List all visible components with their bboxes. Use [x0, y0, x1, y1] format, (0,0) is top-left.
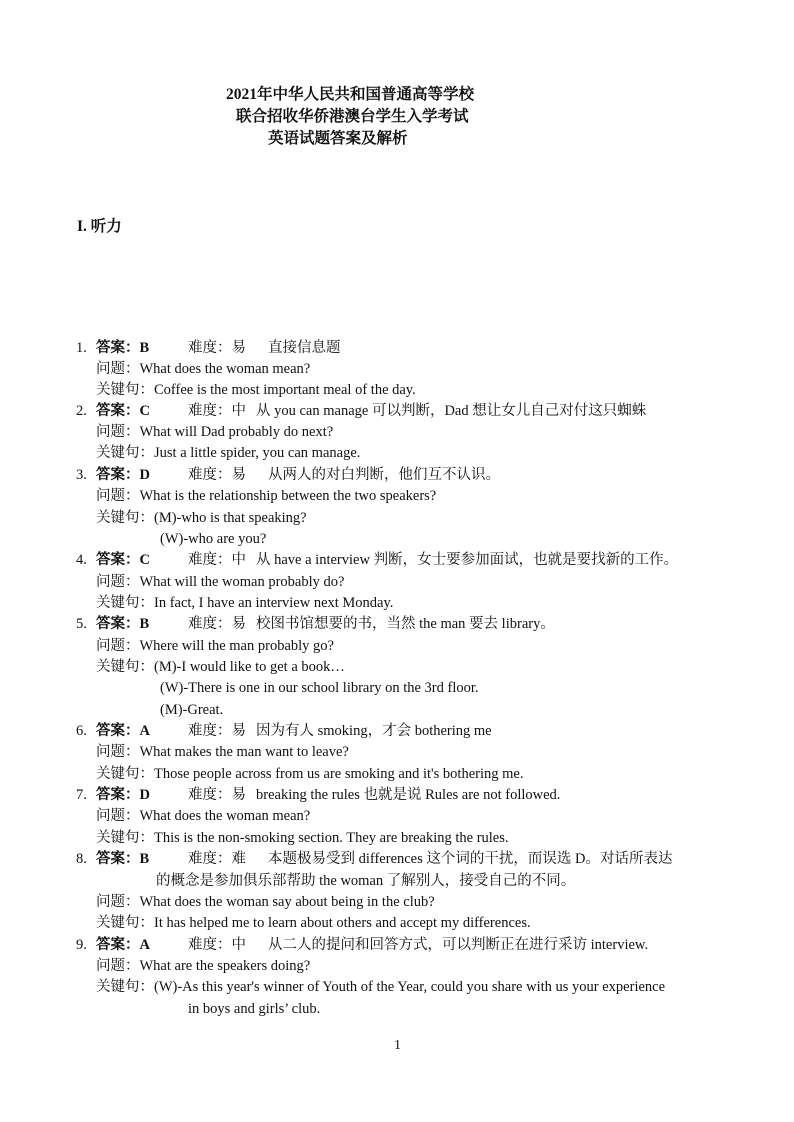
answer-letter: D [139, 467, 150, 483]
question-line-q7: 问题：What does the woman mean? [96, 808, 311, 824]
difficulty: 难度：易 [188, 340, 246, 356]
question-number: 4. [76, 552, 87, 568]
key-sentence-q7: 关键句：This is the non-smoking section. They are breaking the rules. [96, 830, 509, 846]
question-number: 3. [76, 467, 87, 483]
analysis-note: 校图书馆想要的书，当然 the man 要去 library。 [256, 616, 555, 632]
question-number: 2. [76, 403, 87, 419]
analysis-note: 本题极易受到 differences 这个词的干扰，而误选 D。对话所表达 [268, 851, 673, 867]
question-number: 7. [76, 787, 87, 803]
answer-letter: C [139, 552, 150, 568]
answer-label: 答案： [96, 340, 140, 356]
key-sentence-q5-cont-1: (W)-There is one in our school library on the 3rd floor. [160, 680, 479, 696]
key-sentence-q4: 关键句：In fact, I have an interview next Monday. [96, 595, 394, 611]
answer-label: 答案： [96, 787, 140, 803]
section-heading-listening: I. 听力 [77, 218, 122, 235]
answer-letter: B [139, 340, 150, 356]
question-line-q8: 问题：What does the woman say about being in the club? [96, 894, 435, 910]
difficulty: 难度：易 [188, 616, 246, 632]
analysis-note: 从两人的对白判断，他们互不认识。 [268, 467, 500, 483]
answer-label: 答案： [96, 616, 140, 632]
key-sentence-q9-cont: in boys and girls’ club. [188, 1001, 321, 1017]
key-sentence-q8: 关键句：It has helped me to learn about others and accept my differences. [96, 915, 531, 931]
question-number: 6. [76, 723, 87, 739]
answer-letter: D [139, 787, 150, 803]
answer-label: 答案： [96, 403, 140, 419]
answer-letter: C [139, 403, 150, 419]
page-number: 1 [394, 1038, 401, 1053]
question-line-q5: 问题：Where will the man probably go? [96, 638, 334, 654]
analysis-note: 从二人的提问和回答方式，可以判断正在进行采访 interview. [268, 937, 649, 953]
difficulty: 难度：中 [188, 937, 246, 953]
difficulty: 难度：易 [188, 467, 246, 483]
answer-letter: A [139, 723, 150, 739]
key-sentence-q6: 关键句：Those people across from us are smoking and it's bothering me. [96, 766, 524, 782]
difficulty: 难度：难 [188, 851, 246, 867]
answer-label: 答案： [96, 937, 140, 953]
difficulty: 难度：易 [188, 787, 246, 803]
question-line-q6: 问题：What makes the man want to leave? [96, 744, 349, 760]
difficulty: 难度：易 [188, 723, 246, 739]
analysis-note: 直接信息题 [268, 340, 341, 356]
document-title-line-3: 英语试题答案及解析 [268, 130, 408, 147]
key-sentence-q3-cont: (W)-who are you? [160, 531, 267, 547]
document-title-line-1: 2021年中华人民共和国普通高等学校 [226, 86, 475, 103]
key-sentence-q2: 关键句：Just a little spider, you can manage. [96, 445, 361, 461]
key-sentence-q5: 关键句：(M)-I would like to get a book… [96, 659, 345, 675]
key-sentence-q5-cont-2: (M)-Great. [160, 702, 224, 718]
question-line-q9: 问题：What are the speakers doing? [96, 958, 311, 974]
question-number: 8. [76, 851, 87, 867]
difficulty: 难度：中 [188, 403, 246, 419]
analysis-note: breaking the rules 也就是说 Rules are not followed. [256, 787, 561, 803]
question-number: 5. [76, 616, 87, 632]
analysis-note: 因为有人 smoking，才会 bothering me [256, 723, 492, 739]
analysis-note: 从 have a interview 判断，女士要参加面试，也就是要找新的工作。 [256, 552, 679, 568]
analysis-note-cont-q8: 的概念是参加俱乐部帮助 the woman 了解别人，接受自己的不同。 [156, 873, 576, 889]
question-line-q4: 问题：What will the woman probably do? [96, 574, 345, 590]
key-sentence-q3: 关键句：(M)-who is that speaking? [96, 510, 307, 526]
answer-letter: A [139, 937, 150, 953]
key-sentence-q1: 关键句：Coffee is the most important meal of the day. [96, 382, 416, 398]
key-sentence-q9: 关键句：(W)-As this year's winner of Youth of the Year, could you share with us your experience [96, 979, 666, 995]
answer-letter: B [139, 616, 150, 632]
analysis-note: 从 you can manage 可以判断，Dad 想让女儿自己对付这只蜘蛛 [256, 403, 647, 419]
answer-label: 答案： [96, 552, 140, 568]
question-line-q2: 问题：What will Dad probably do next? [96, 424, 334, 440]
answer-label: 答案： [96, 723, 140, 739]
answer-label: 答案： [96, 851, 140, 867]
question-number: 9. [76, 937, 87, 953]
question-line-q1: 问题：What does the woman mean? [96, 361, 311, 377]
answer-label: 答案： [96, 467, 140, 483]
document-title-line-2: 联合招收华侨港澳台学生入学考试 [236, 108, 469, 125]
question-number: 1. [76, 340, 87, 356]
difficulty: 难度：中 [188, 552, 246, 568]
answer-letter: B [139, 851, 150, 867]
question-line-q3: 问题：What is the relationship between the two speakers? [96, 488, 437, 504]
